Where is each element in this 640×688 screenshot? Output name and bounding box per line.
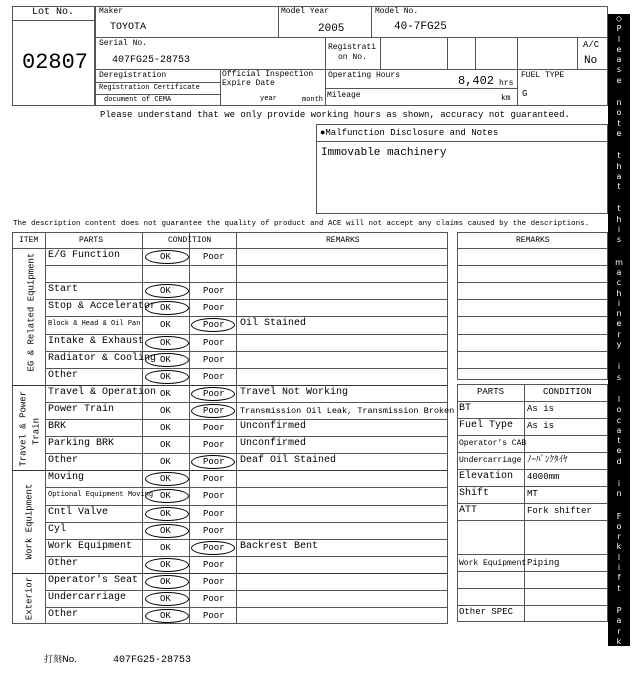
spec-parts-header: PARTS: [477, 387, 505, 397]
remark-text: Oil Stained: [240, 318, 307, 330]
spec-condition-value: ﾉｰﾊﾟﾝｸﾀｲﾔ: [527, 455, 568, 465]
sidebar-char: e: [616, 319, 622, 329]
sidebar-char: r: [617, 532, 621, 542]
group-eg-label: EG & Related Equipment: [26, 252, 37, 372]
spec-condition-value: Fork shifter: [527, 506, 592, 516]
disclaimer: The description content does not guarantee the quality of product and ACE will not accept any claims caused by the descriptions.: [13, 220, 590, 228]
maker-label: Maker: [99, 7, 124, 16]
sidebar-char: t: [617, 583, 621, 593]
fuel-type-label: FUEL TYPE: [521, 71, 565, 80]
sidebar-char: h: [616, 214, 622, 224]
spec-part-label: Elevation: [459, 471, 514, 482]
poor-option: Poor: [203, 440, 225, 451]
operating-hours-value: 8,402: [458, 74, 495, 88]
year-label: year: [260, 95, 277, 103]
sidebar-char: t: [617, 182, 621, 192]
sidebar-char: t: [617, 118, 621, 128]
registration-label: Registrati: [328, 43, 377, 52]
maker-value: TOYOTA: [110, 22, 147, 33]
sidebar-char: l: [617, 34, 621, 44]
poor-option: Poor: [203, 423, 225, 433]
part-label: Cntl Valve: [48, 506, 109, 518]
sidebar-char: P: [616, 605, 622, 615]
ok-selected-oval: [145, 250, 189, 264]
ok-option: OK: [160, 508, 171, 519]
sidebar-char: [608, 86, 630, 98]
expire-date-label: Expire Date: [222, 79, 275, 88]
ok-selected-oval: [145, 370, 189, 384]
fuel-type-value: G: [522, 89, 528, 99]
poor-option: Poor: [203, 576, 225, 587]
lot-number: 02807: [22, 50, 89, 75]
right-remarks-header: REMARKS: [516, 236, 550, 245]
sidebar-char: n: [616, 98, 622, 108]
hours-notice: Please understand that we only provide working hours as shown, accuracy not guaranteed.: [100, 110, 570, 120]
poor-option: Poor: [203, 286, 225, 297]
registration-certificate-label: Registration Certificate: [99, 84, 200, 92]
sidebar-char: [608, 192, 630, 204]
sidebar-char: n: [616, 309, 622, 319]
sidebar-char: r: [617, 626, 621, 636]
spec-work-equipment-label: Work Equipment: [459, 559, 527, 568]
part-label: Block & Head & Oil Pan: [48, 320, 141, 329]
ok-selected-oval: [145, 592, 189, 606]
sidebar-char: i: [617, 647, 621, 657]
sidebar-char: m: [615, 257, 623, 267]
part-label: E/G Function: [48, 250, 121, 261]
sidebar-char: n: [616, 657, 622, 667]
part-label: Other: [48, 609, 79, 621]
part-label: Optional Equipment Moving: [48, 491, 154, 500]
sidebar-char: o: [616, 521, 622, 531]
sidebar-char: f: [617, 573, 621, 583]
ac-label: A/C: [583, 40, 600, 50]
sidebar-char: ◇: [615, 14, 623, 23]
ok-option: OK: [160, 491, 171, 502]
stamp-label: 打刻No.: [44, 655, 77, 665]
ok-option: OK: [160, 405, 171, 416]
serial-value: 407FG25-28753: [112, 55, 191, 66]
poor-option: Poor: [203, 611, 225, 622]
ok-selected-oval: [145, 558, 189, 572]
sidebar-char: d: [616, 456, 622, 466]
ok-option: OK: [160, 320, 171, 331]
part-label: Other: [48, 455, 79, 467]
spec-condition-value: As is: [527, 421, 555, 431]
part-label: Other: [48, 557, 79, 569]
ok-selected-oval: [145, 353, 189, 367]
poor-option: Poor: [203, 474, 225, 485]
part-label: Undercarriage: [48, 592, 127, 603]
model-no-label: Model No.: [375, 7, 419, 16]
sidebar-char: a: [616, 171, 622, 181]
part-label: Radiator & Cooling: [48, 352, 157, 364]
poor-selected-oval: [191, 387, 235, 401]
sidebar-char: [608, 246, 630, 258]
ok-option: OK: [160, 594, 171, 604]
poor-option: Poor: [203, 457, 225, 468]
mileage-label: Mileage: [327, 91, 361, 100]
sidebar-char: [608, 594, 630, 606]
serial-label: Serial No.: [99, 39, 148, 48]
ok-selected-oval: [145, 507, 189, 521]
sidebar-char: a: [616, 55, 622, 65]
sidebar-char: h: [616, 161, 622, 171]
poor-option: Poor: [203, 337, 225, 348]
sidebar-char: t: [617, 204, 621, 214]
sidebar-char: l: [617, 552, 621, 562]
part-label: Operator's Seat: [48, 574, 139, 586]
poor-selected-oval: [191, 404, 235, 418]
spec-part-label: Fuel Type: [459, 420, 514, 431]
remark-text: Unconfirmed: [240, 438, 307, 450]
sidebar-char: r: [617, 329, 621, 339]
part-label: Power Train: [48, 403, 115, 415]
ok-option: OK: [160, 286, 171, 297]
ok-option: OK: [160, 423, 171, 433]
sidebar-char: [608, 350, 630, 362]
sidebar-char: i: [617, 478, 621, 488]
spec-condition-value: MT: [527, 489, 538, 499]
parts-header: PARTS: [79, 236, 104, 245]
malfunction-title: ●Malfunction Disclosure and Notes: [320, 128, 499, 138]
lot-label: Lot No.: [32, 7, 75, 18]
sidebar-char: h: [616, 288, 622, 298]
poor-option: Poor: [203, 525, 225, 536]
registration-label-2: on No.: [338, 53, 367, 62]
condition-header: CONDITION: [168, 236, 212, 245]
group-travel-label-2: Train: [31, 418, 42, 446]
remarks-header: REMARKS: [326, 236, 360, 245]
ok-option: OK: [160, 576, 171, 587]
model-year-value: 2005: [318, 23, 345, 35]
sidebar-char: y: [616, 340, 622, 350]
part-label: Start: [48, 284, 79, 296]
sidebar-char: t: [617, 436, 621, 446]
ok-option: OK: [160, 303, 171, 314]
poor-selected-oval: [191, 541, 235, 555]
part-label: Moving: [48, 472, 85, 484]
sidebar-char: e: [616, 44, 622, 54]
part-label: Cyl: [48, 523, 67, 535]
part-label: Parking BRK: [48, 438, 115, 450]
group-travel-label: Travel & Power: [18, 390, 29, 467]
sidebar-char: c: [616, 278, 622, 288]
sidebar-char: o: [616, 108, 622, 118]
poor-option: Poor: [203, 594, 225, 604]
part-label: Other: [48, 369, 79, 381]
sidebar-char: k: [616, 542, 622, 552]
ok-option: OK: [160, 457, 171, 468]
remark-text: Backrest Bent: [240, 540, 319, 552]
sidebar-char: o: [616, 405, 622, 415]
sidebar-char: i: [617, 563, 621, 573]
month-label: month: [302, 96, 324, 104]
part-label: Work Equipment: [48, 540, 133, 552]
ok-option: OK: [160, 525, 171, 536]
poor-option: Poor: [203, 388, 225, 399]
sidebar-char: e: [616, 75, 622, 85]
poor-option: Poor: [203, 542, 225, 553]
ok-option: OK: [160, 337, 171, 348]
sidebar-char: [608, 139, 630, 151]
part-label: Travel & Operation: [48, 386, 157, 398]
part-label: Stop & Accelerator: [48, 301, 157, 313]
spec-other-label: Other SPEC: [459, 607, 514, 617]
sidebar-char: P: [616, 24, 622, 34]
sidebar-char: s: [616, 372, 622, 382]
ok-selected-oval: [145, 575, 189, 589]
sidebar-char: n: [616, 489, 622, 499]
sidebar-char: l: [617, 394, 621, 404]
group-work-label: Work Equipment: [24, 483, 35, 560]
spec-condition-value: As is: [527, 404, 555, 414]
spec-condition-header: CONDITION: [543, 387, 592, 397]
remark-text: Travel Not Working: [240, 386, 349, 398]
sidebar-char: i: [617, 362, 621, 372]
km-unit: km: [501, 94, 511, 103]
sidebar-char: a: [616, 616, 622, 626]
ok-selected-oval: [145, 336, 189, 350]
sidebar-char: s: [616, 65, 622, 75]
spec-part-label: Undercarriage: [459, 456, 522, 465]
poor-option: Poor: [203, 508, 225, 519]
spec-part-label: ATT: [459, 505, 478, 516]
ok-option: OK: [160, 474, 171, 485]
poor-option: Poor: [203, 491, 225, 502]
sidebar-char: [608, 500, 630, 512]
spec-part-label: BT: [459, 403, 472, 414]
sidebar-char: [608, 467, 630, 479]
ok-option: OK: [160, 440, 171, 451]
poor-option: Poor: [203, 371, 225, 382]
sidebar-char: s: [616, 235, 622, 245]
remark-text: Transmission Oil Leak, Transmission Broken: [240, 405, 455, 416]
model-year-label: Model Year: [281, 7, 330, 16]
stamp-value: 407FG25-28753: [113, 655, 192, 666]
ok-option: OK: [160, 611, 171, 622]
group-exterior-label: Exterior: [24, 576, 35, 621]
operating-hours-label: Operating Hours: [328, 71, 401, 80]
right-remarks-table: [457, 232, 608, 380]
sidebar-char: i: [617, 225, 621, 235]
spec-work-equipment-value: Piping: [527, 558, 560, 568]
sidebar-char: k: [616, 636, 622, 646]
sidebar-char: ◇: [615, 678, 623, 688]
sidebar-char: a: [616, 425, 622, 435]
ok-option: OK: [160, 371, 171, 382]
sidebar-char: e: [616, 446, 622, 456]
part-label: Intake & Exhaust: [48, 335, 145, 347]
sidebar-char: e: [616, 128, 622, 138]
ok-option: OK: [160, 388, 171, 399]
sidebar-char: F: [616, 511, 622, 521]
sidebar-char: g: [616, 667, 622, 677]
remark-text: Deaf Oil Stained: [240, 455, 337, 467]
part-label: BRK: [48, 421, 67, 432]
model-no-value: 40-7FG25: [394, 21, 447, 33]
spec-condition-value: 4000mm: [527, 472, 560, 482]
ac-value: No: [584, 55, 598, 67]
poor-option: Poor: [203, 252, 225, 262]
ok-selected-oval: [145, 524, 189, 538]
cema-document-label: document of CEMA: [104, 96, 172, 104]
sidebar-char: i: [617, 298, 621, 308]
ok-option: OK: [160, 354, 171, 365]
malfunction-text: Immovable machinery: [321, 147, 447, 159]
ok-option: OK: [160, 559, 171, 570]
remark-text: Unconfirmed: [240, 421, 307, 432]
ok-option: OK: [160, 542, 171, 553]
location-notice-sidebar: [608, 14, 630, 688]
poor-option: Poor: [203, 559, 225, 570]
official-inspection-label: Official Inspection: [222, 70, 314, 79]
sidebar-char: c: [616, 415, 622, 425]
sidebar-char: a: [616, 267, 622, 277]
poor-option: Poor: [203, 303, 225, 314]
ok-option: OK: [160, 252, 171, 262]
hrs-unit: hrs: [499, 79, 514, 88]
poor-option: Poor: [203, 320, 225, 331]
deregistration-label: Deregistration: [99, 71, 167, 80]
ok-selected-oval: [145, 609, 189, 623]
spec-part-label: Shift: [459, 488, 490, 499]
sidebar-char: t: [617, 151, 621, 161]
sidebar-char: [608, 383, 630, 395]
poor-option: Poor: [203, 354, 225, 365]
poor-option: Poor: [203, 405, 225, 416]
item-header: ITEM: [19, 236, 39, 245]
spec-part-label: Operator's CAB: [459, 439, 527, 448]
